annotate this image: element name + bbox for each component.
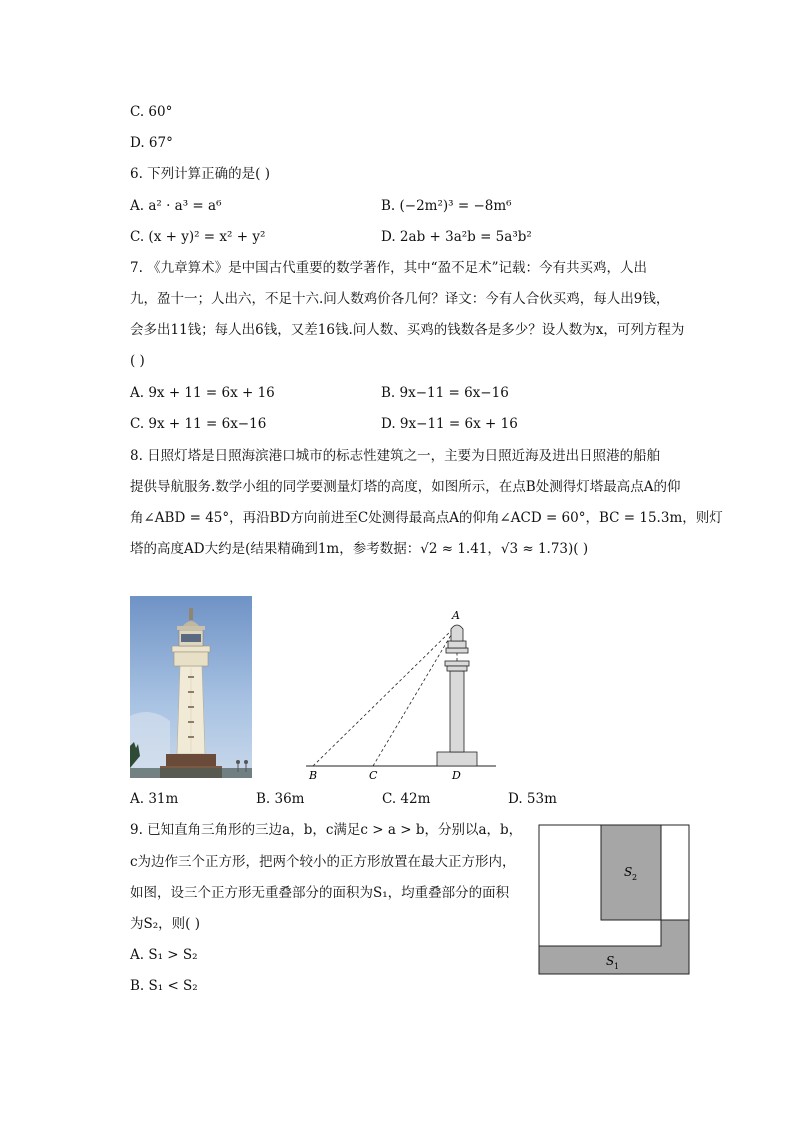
sight-line-c	[373, 625, 457, 766]
label-s2: S	[624, 865, 633, 879]
q6-option-c: C. (x + y)² = x² + y²	[130, 229, 266, 245]
tower-figure	[437, 625, 477, 766]
q7-stem-line-1: 7. 《九章算术》是中国古代重要的数学著作，其中“盈不足术”记载：今有共买鸡，人出	[130, 260, 647, 276]
q9-stem-line-4: 为S₂，则( )	[130, 916, 200, 932]
q7-stem-line-3: 会多出11钱；每人出6钱，又差16钱.问人数、买鸡的钱数各是多少？设人数为x，可列方程为	[130, 322, 685, 338]
label-b: B	[309, 769, 318, 782]
q7-option-c: C. 9x + 11 = 6x−16	[130, 416, 267, 432]
q9-stem-line-2: c为边作三个正方形，把两个较小的正方形放置在最大正方形内，	[130, 854, 516, 870]
q8-stem-line-2: 提供导航服务.数学小组的同学要测量灯塔的高度，如图所示，在点B处测得灯塔最高点A的仰	[130, 479, 681, 495]
q7-option-d: D. 9x−11 = 6x + 16	[381, 416, 518, 432]
label-a: A	[452, 609, 460, 622]
q9-option-a: A. S₁ > S₂	[130, 947, 198, 963]
squares-diagram	[538, 824, 692, 976]
q6-option-b: B. (−2m²)³ = −8m⁶	[381, 198, 512, 214]
q9-option-b: B. S₁ < S₂	[130, 978, 198, 994]
label-s1: S	[606, 954, 615, 968]
q7-option-b: B. 9x−11 = 6x−16	[381, 385, 509, 401]
sight-line-b	[313, 625, 457, 766]
q5-option-c: C. 60°	[130, 104, 173, 120]
label-s1-sub: 1	[614, 962, 620, 971]
label-c: C	[369, 769, 378, 782]
label-d: D	[452, 769, 461, 782]
label-s2-sub: 2	[632, 873, 638, 882]
q7-stem-line-2: 九，盈十一；人出六，不足十六.问人数鸡价各几何？译文：今有人合伙买鸡，每人出9钱，	[130, 291, 670, 307]
q5-option-d: D. 67°	[130, 135, 173, 151]
q8-option-c: C. 42m	[382, 791, 431, 807]
q6-stem: 6. 下列计算正确的是( )	[130, 166, 270, 182]
q9-stem-line-1: 9. 已知直角三角形的三边a，b，c满足c > a > b，分别以a，b，	[130, 822, 523, 838]
q8-stem-line-4: 塔的高度AD大约是(结果精确到1m，参考数据：√2 ≈ 1.41，√3 ≈ 1.73)( )	[130, 541, 589, 557]
lighthouse-diagram	[300, 605, 500, 785]
q9-stem-line-3: 如图，设三个正方形无重叠部分的面积为S₁，均重叠部分的面积	[130, 885, 510, 901]
q8-stem-line-1: 8. 日照灯塔是日照海滨港口城市的标志性建筑之一，主要为日照近海及进出日照港的船舶	[130, 448, 661, 464]
q6-option-d: D. 2ab + 3a²b = 5a³b²	[381, 229, 532, 245]
lighthouse-photo	[130, 596, 252, 778]
q8-stem-line-3: 角∠ABD = 45°，再沿BD方向前进至C处测得最高点A的仰角∠ACD = 60°，BC = 15.3m，则灯	[130, 510, 723, 526]
q8-option-b: B. 36m	[256, 791, 305, 807]
q7-stem-line-4: ( )	[130, 353, 145, 369]
q8-option-a: A. 31m	[130, 791, 179, 807]
q8-option-d: D. 53m	[508, 791, 557, 807]
q7-option-a: A. 9x + 11 = 6x + 16	[130, 385, 275, 401]
q6-option-a: A. a² · a³ = a⁶	[130, 198, 222, 214]
